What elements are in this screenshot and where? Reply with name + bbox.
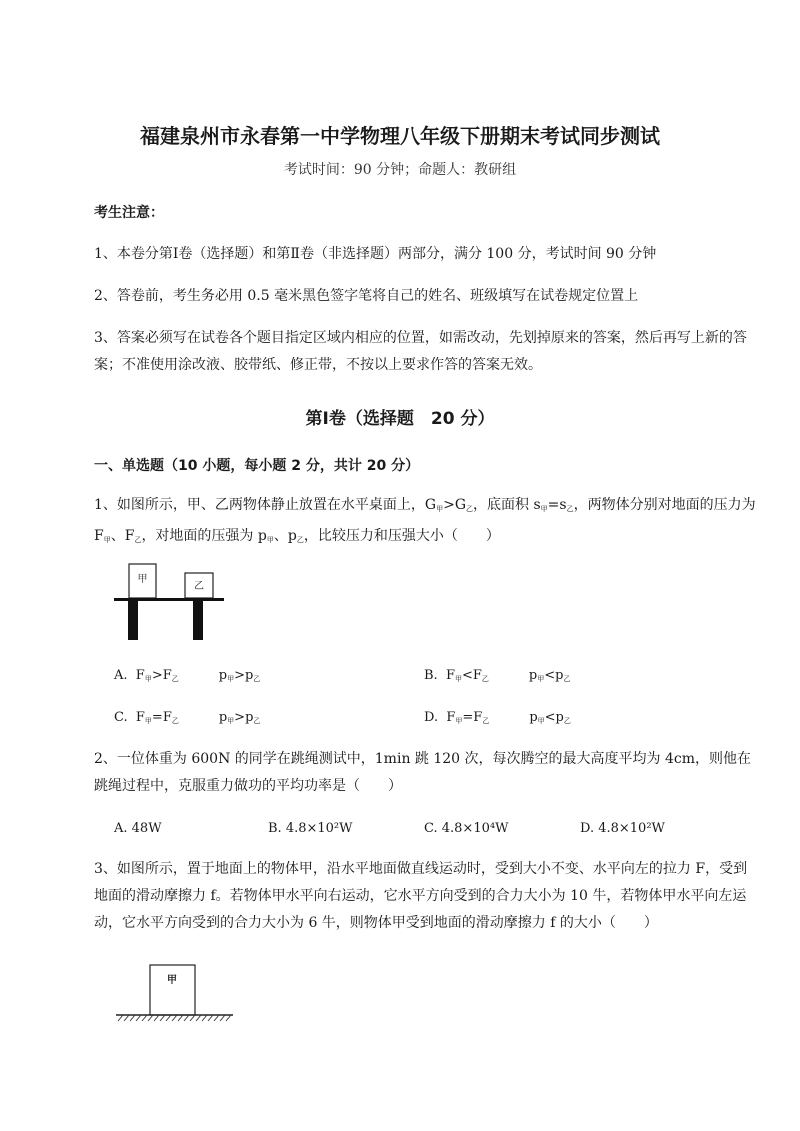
option-1-A[interactable]: A. F甲>F乙 p甲>p乙: [114, 668, 261, 683]
table-leg-left: [128, 601, 138, 640]
question-3-stem: 3、如图所示，置于地面上的物体甲，沿水平地面做直线运动时，受到大小不变、水平向左的拉力 F，受到地面的滑动摩擦力 f。若物体甲水平向右运动，它水平方向受到的合力大小为 10 牛，若物体甲水平向左运动，它水平方向受到的合力大小为 6 牛，则物体甲受到地面的滑动摩擦力 f 的大小（ ）: [94, 861, 748, 931]
part-header: 一、单选题（10 小题，每小题 2 分，共计 20 分）: [94, 458, 420, 474]
option-2-D[interactable]: D. 4.8×10²W: [580, 821, 665, 836]
question-2-stem: 2、一位体重为 600N 的同学在跳绳测试中，1min 跳 120 次，每次腾空的最大高度平均为 4cm，则他在跳绳过程中，克服重力做功的平均功率是（ ）: [94, 751, 751, 794]
option-2-C[interactable]: C. 4.8×10⁴W: [424, 821, 509, 836]
question-1-figure: [110, 560, 230, 645]
option-2-B[interactable]: B. 4.8×10²W: [268, 821, 353, 836]
table-leg-right: [193, 601, 203, 640]
option-2-A[interactable]: A. 48W: [114, 821, 162, 836]
exam-subtitle: 考试时间：90 分钟；命题人：教研组: [283, 162, 517, 178]
ground-hatching: [118, 1015, 231, 1021]
table-top: [114, 598, 224, 601]
block-yi-label: 乙: [194, 581, 204, 592]
block-jia-label: 甲: [137, 574, 148, 585]
notice-item-1: 1、本卷分第Ⅰ卷（选择题）和第Ⅱ卷（非选择题）两部分，满分 100 分，考试时间 90 分钟: [94, 246, 657, 262]
option-1-D[interactable]: D. F甲=F乙 p甲<p乙: [424, 710, 571, 725]
notice-item-2: 2、答卷前，考生务必用 0.5 毫米黑色签字笔将自己的姓名、班级填写在试卷规定位置上: [94, 288, 639, 304]
block-jia-label: 甲: [167, 975, 177, 986]
question-1-stem: 1、如图所示，甲、乙两物体静止放置在水平桌面上，G甲>G乙，底面积 s甲=s乙，两物体分别对地面的压力为 F甲、F乙，对地面的压强为 p甲、p乙，比较压力和压强大小（ ）: [94, 497, 756, 544]
notice-item-3: 3、答案必须写在试卷各个题目指定区域内相应的位置，如需改动，先划掉原来的答案，然后再写上新的答案；不准使用涂改液、胶带纸、修正带，不按以上要求作答的答案无效。: [94, 330, 747, 373]
option-1-C[interactable]: C. F甲=F乙 p甲>p乙: [114, 710, 261, 725]
page-title: 福建泉州市永春第一中学物理八年级下册期末考试同步测试: [140, 124, 660, 148]
question-3-figure: [112, 960, 237, 1025]
block-jia: [150, 965, 195, 1015]
section-title: 第Ⅰ卷（选择题 20 分）: [305, 409, 495, 429]
notice-heading: 考生注意：: [94, 205, 164, 221]
option-1-B[interactable]: B. F甲<F乙 p甲<p乙: [424, 668, 571, 683]
